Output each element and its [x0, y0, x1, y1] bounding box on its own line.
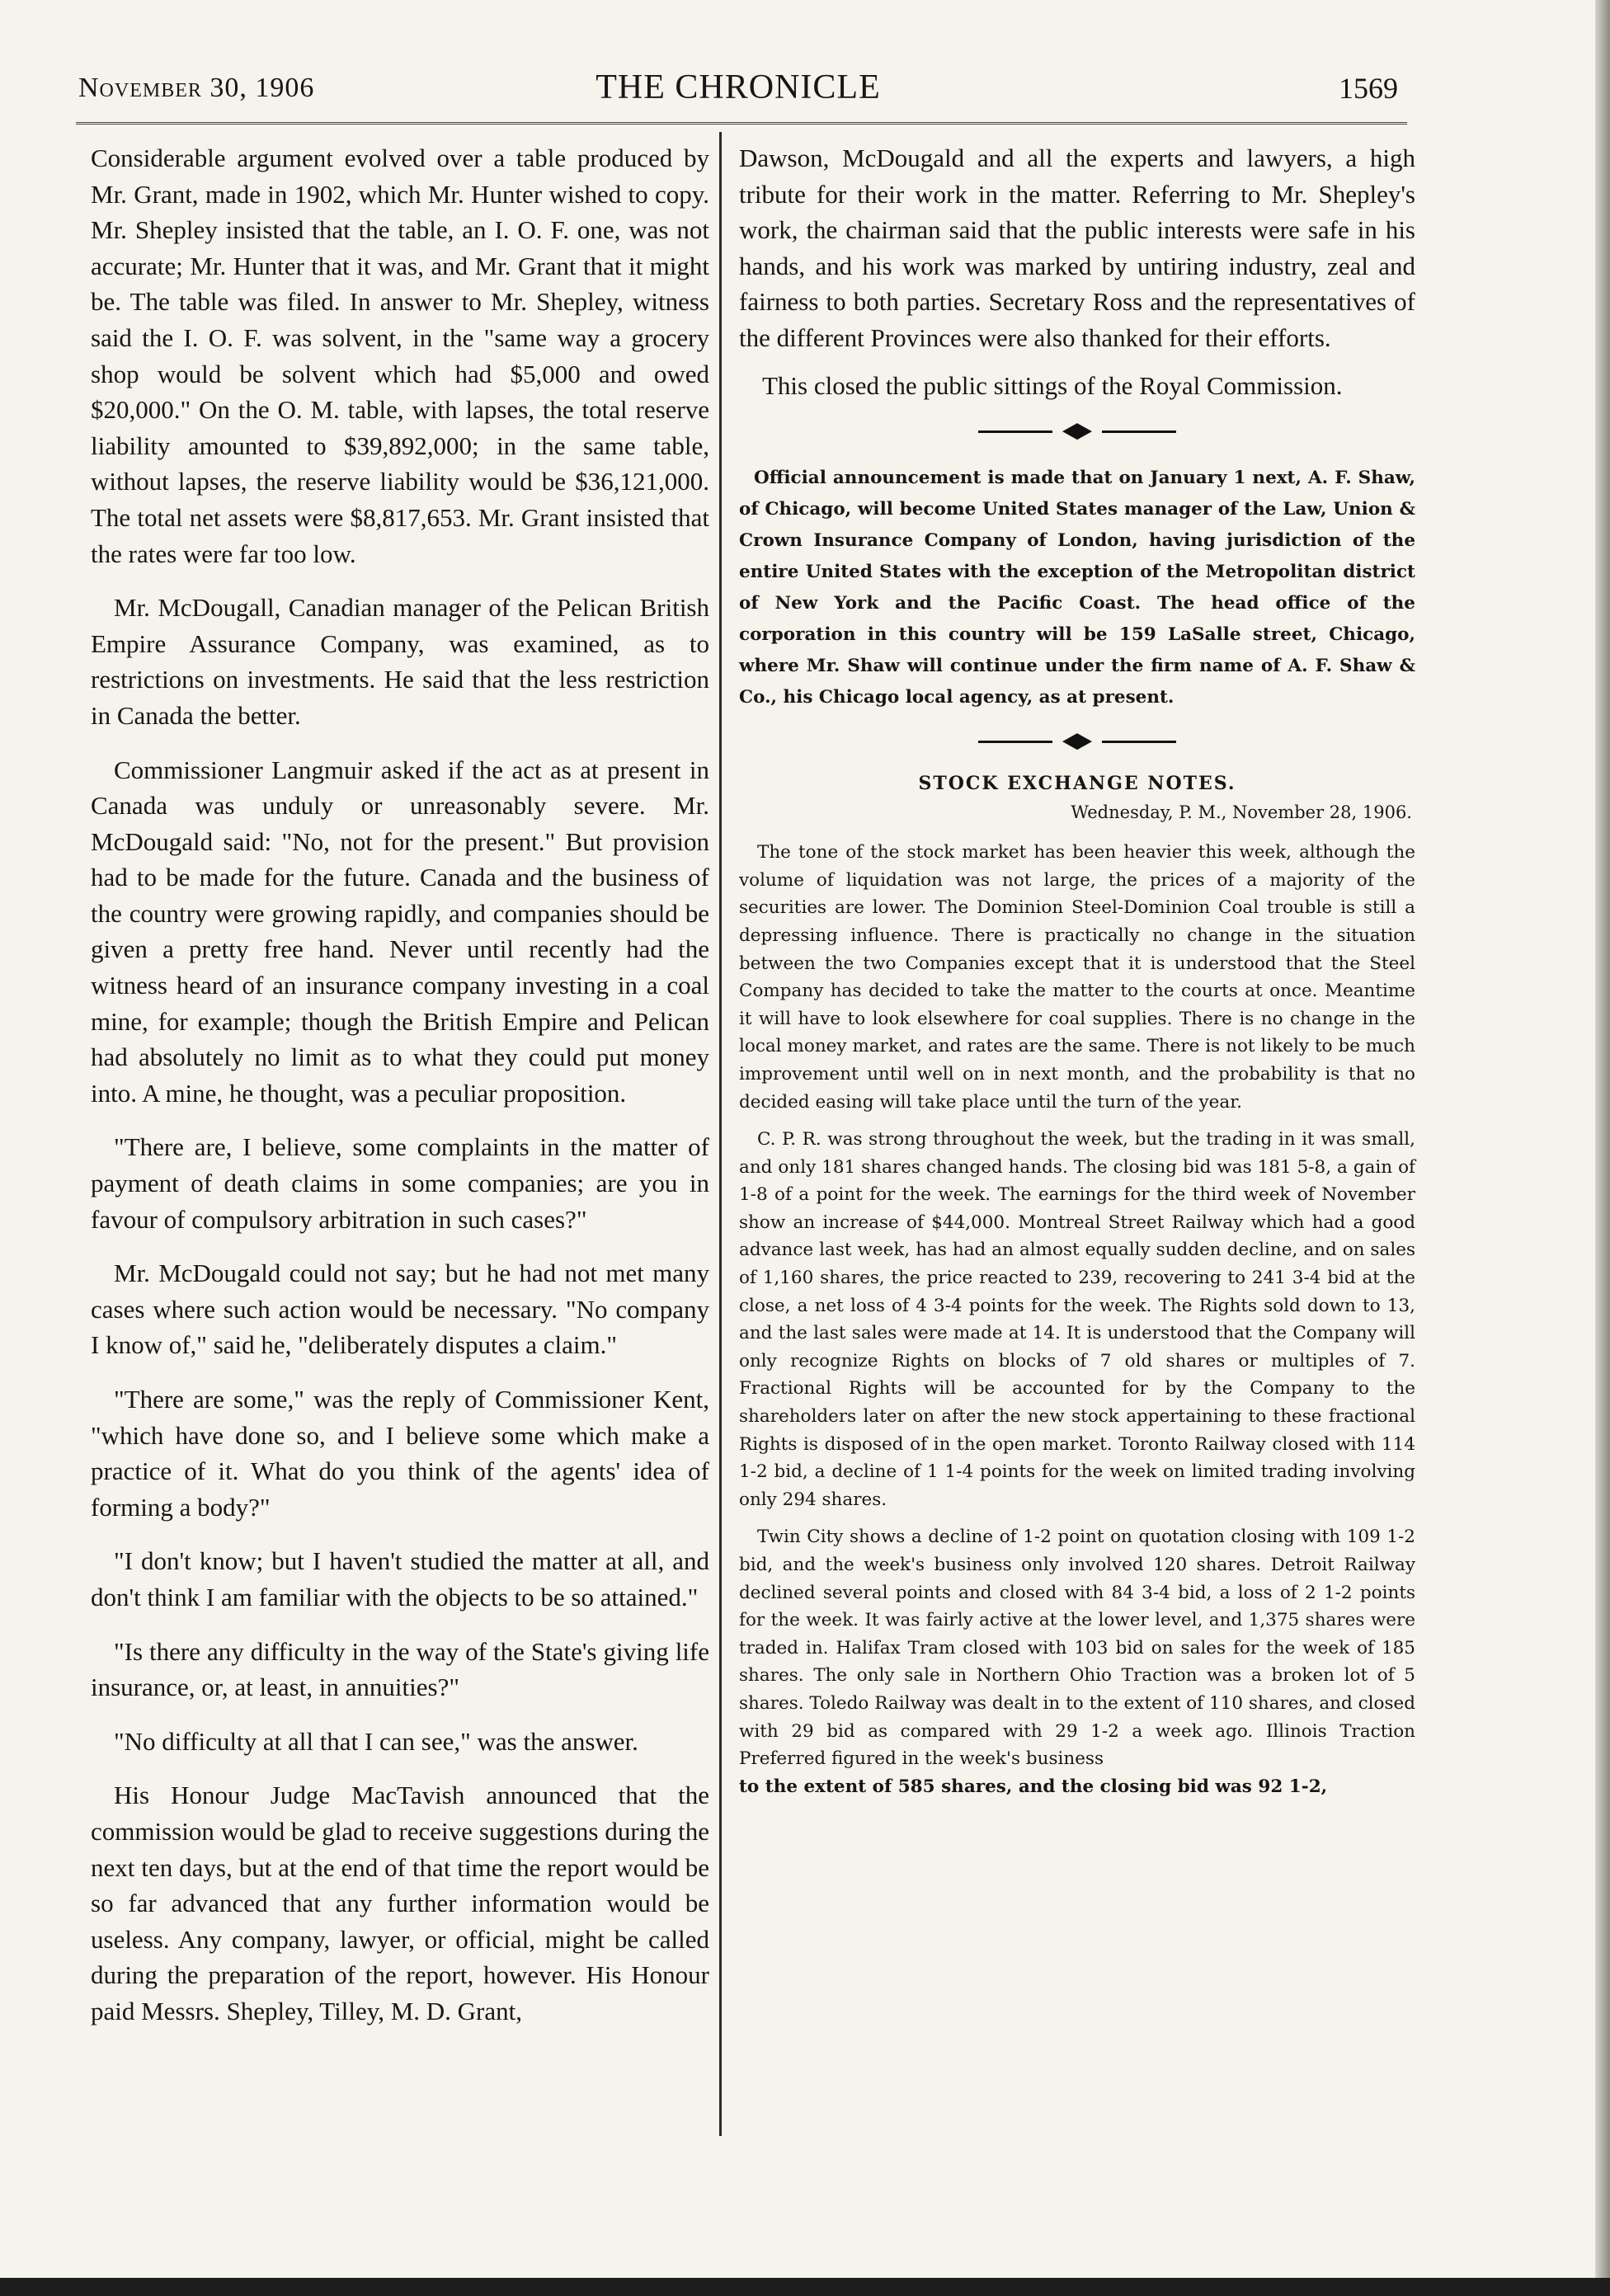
left-paragraph: Mr. McDougald could not say; but he had not met many cases where such action would be necessary. "No company I know of," said he, "deliberately disputes a claim." [91, 1259, 709, 1360]
left-paragraph: "There are some," was the reply of Commissioner Kent, "which have done so, and I believe some which make a practice of it. What do you think of the agents' idea of forming a body?" [91, 1385, 709, 1522]
left-paragraph: Mr. McDougall, Canadian manager of the Pelican British Empire Assurance Company, was examined, as to restrictions on investments. He said that the less restriction in Canada the better. [91, 593, 709, 730]
section-dateline: Wednesday, P. M., November 28, 1906. [1071, 802, 1412, 823]
left-paragraph: "Is there any difficulty in the way of the State's giving life insurance, or, at least, in annuities?" [91, 1636, 709, 1702]
left-column [91, 140, 709, 2048]
left-paragraph: "No difficulty at all that I can see," was the answer. [114, 1726, 638, 1756]
column-divider [719, 132, 722, 2136]
header-date: November 30, 1906 [78, 73, 315, 103]
scan-edge [1595, 0, 1610, 2296]
stock-paragraph: Twin City shows a decline of 1-2 point on quotation closing with 109 1-2 bid, and the week's business only involved 120 shares. Detroit Railway declined several points and closed with 84 3-4 bid, a loss of 2 1-2 points for the week. It was fairly active at the lower level, and 1,375 shares were traded in. Halifax Tram closed with 103 bid on sales for the week of 185 shares. The only sale in Northern Ohio Traction was a broken lot of 5 shares. Toledo Railway was dealt in to the extent of 110 shares, and closed with 29 bid as compared with 29 1-2 a week ago. Illinois Traction Preferred figured in the week's business [739, 1527, 1415, 1770]
stock-paragraph: The tone of the stock market has been heavier this week, although the volume of liquidation was not large, the prices of a majority of the securities are lower. The Dominion Steel-Dominion Coal trouble is still a depressing influence. There is practically no change in the situation between the two Companies except that it is understood that the Steel Company has decided to take the matter to the courts at once. Meantime it will have to look elsewhere for coal supplies. There is no change in the local money market, and rates are the same. There is not likely to be much improvement until well on in next month, and the probability is that no decided easing will take place until the turn of the year. [739, 842, 1415, 1113]
right-column [739, 140, 1415, 1810]
divider-ornament [978, 732, 1176, 751]
header-title: THE CHRONICLE [596, 68, 881, 106]
left-paragraph: "I don't know; but I haven't studied the matter at all, and don't think I am familiar with the objects to be so attained." [91, 1546, 709, 1611]
left-paragraph: Commissioner Langmuir asked if the act as at present in Canada was unduly or unreasonably severe. Mr. McDougald said: "No, not for the present." But provision had to be made for the future. Canada and the business of the country were growing rapidly, and companies should be given a pretty free hand. Never until recently had the witness heard of an insurance company investing in a coal mine, for example; though the British Empire and Pelican had absolutely no limit as to what they could put money into. A mine, he thought, was a peculiar proposition. [91, 755, 709, 1108]
right-closing-paragraph: This closed the public sittings of the Royal Commission. [762, 370, 1343, 400]
stock-last-line: to the extent of 585 shares, and the closing bid was 92 1-2, [739, 1776, 1328, 1797]
scan-edge [0, 2278, 1610, 2296]
left-paragraph: "There are, I believe, some complaints in the matter of payment of death claims in some companies; are you in favour of compulsory arbitration in such cases?" [91, 1132, 709, 1234]
divider-ornament [978, 421, 1176, 441]
header-page-number: 1569 [1339, 72, 1398, 105]
left-paragraph: Considerable argument evolved over a table produced by Mr. Grant, made in 1902, which Mr. Hunter wished to copy. Mr. Shepley insisted that the table, an I. O. F. one, was not accurate; Mr. Hunter that it was, and Mr. Grant that it might be. The table was filed. In answer to Mr. Shepley, witness said the I. O. F. was solvent, in the "same way a grocery shop would be solvent which had $5,000 and owed $20,000." On the O. M. table, with lapses, the total reserve liability amounted to $39,892,000; in the same table, without lapses, the reserve liability would be $36,121,000. The total net assets were $8,817,653. Mr. Grant insisted that the rates were far too low. [91, 144, 709, 568]
stock-paragraph: C. P. R. was strong throughout the week, but the trading in it was small, and only 181 shares changed hands. The closing bid was 181 5-8, a gain of 1-8 of a point for the week. The earnings for the third week of November show an increase of $44,000. Montreal Street Railway which had a good advance last week, has had an almost equally sudden decline, and on sales of 1,160 shares, the price reacted to 239, recovering to 241 3-4 bid at the close, a net loss of 4 3-4 points for the week. The Rights sold down to 13, and the last sales were made at 14. It is understood that the Company will only recognize Rights on blocks of 7 old shares or multiples of 7. Fractional Rights will be accounted for by the Company to the shareholders later on after the new stock appertaining to these fractional Rights is disposed of in the open market. Toronto Railway closed with 114 1-2 bid, a decline of 1 1-4 points for the week on limited trading involving only 294 shares. [739, 1129, 1415, 1510]
right-continuation-paragraph: Dawson, McDougald and all the experts and lawyers, a high tribute for their work in the matter. Referring to Mr. Shepley's work, the chairman said that the public interests were safe in his hands, and his work was marked by untiring industry, zeal and fairness to both parties. Secretary Ross and the representatives of the different Provinces were also thanked for their efforts. [739, 144, 1415, 352]
shaw-announcement: Official announcement is made that on January 1 next, A. F. Shaw, of Chicago, will become United States manager of the Law, Union & Crown Insurance Company of London, having jurisdiction of the entire United States with the exception of the Metropolitan district of New York and the Pacific Coast. The head office of the corporation in this country will be 159 LaSalle street, Chicago, where Mr. Shaw will continue under the firm name of A. F. Shaw & Co., his Chicago local agency, as at present. [739, 468, 1415, 708]
section-heading: STOCK EXCHANGE NOTES. [918, 773, 1236, 795]
left-paragraph: His Honour Judge MacTavish announced that the commission would be glad to receive suggestions during the next ten days, but at the end of that time the report would be so far advanced that any further information would be useless. Any company, lawyer, or official, might be called during the preparation of the report, however. His Honour paid Messrs. Shepley, Tilley, M. D. Grant, [91, 1781, 709, 2025]
page-header [78, 64, 1398, 114]
header-rule [76, 122, 1407, 125]
